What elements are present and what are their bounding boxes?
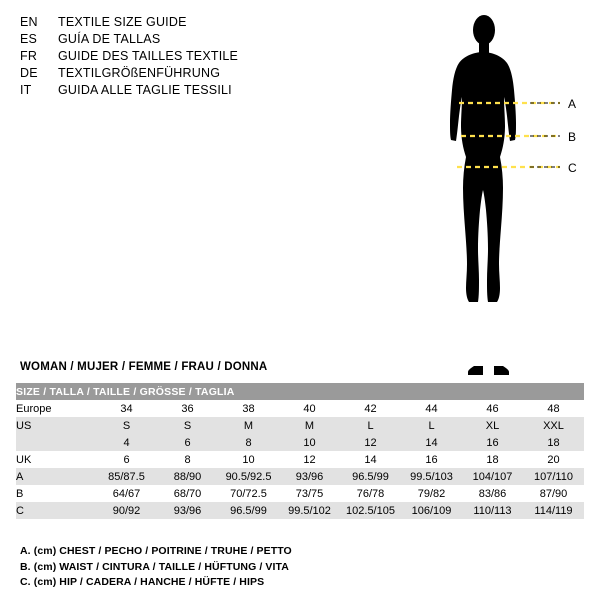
row-label: B <box>16 485 96 502</box>
cell: 46 <box>462 400 523 417</box>
cell: 99.5/102 <box>279 502 340 519</box>
size-table <box>16 383 584 519</box>
cell: S <box>96 417 157 434</box>
cell: 6 <box>157 434 218 451</box>
cell: M <box>279 417 340 434</box>
language-title: GUIDA ALLE TAGLIE TESSILI <box>58 83 232 97</box>
table-header-row <box>16 383 584 400</box>
row-label: UK <box>16 451 96 468</box>
marker-label-b: B <box>568 130 577 144</box>
cell: M <box>218 417 279 434</box>
cell: 14 <box>401 434 462 451</box>
cell: 93/96 <box>279 468 340 485</box>
table-row <box>16 417 584 434</box>
language-code: DE <box>20 66 38 80</box>
cell: 42 <box>340 400 401 417</box>
cell: 96.5/99 <box>218 502 279 519</box>
row-label <box>16 434 96 451</box>
cell: 99.5/103 <box>401 468 462 485</box>
cell: XL <box>462 417 523 434</box>
cell: 48 <box>523 400 584 417</box>
cell: 85/87.5 <box>96 468 157 485</box>
cell: 73/75 <box>279 485 340 502</box>
cell: 88/90 <box>157 468 218 485</box>
size-table-wrapper <box>16 383 584 519</box>
language-title: GUIDE DES TAILLES TEXTILE <box>58 49 239 63</box>
cell: 106/109 <box>401 502 462 519</box>
cell: 34 <box>96 400 157 417</box>
table-row <box>16 451 584 468</box>
language-list <box>20 14 340 99</box>
cell: 8 <box>218 434 279 451</box>
cell: 16 <box>401 451 462 468</box>
cell: 36 <box>157 400 218 417</box>
cell: 4 <box>96 434 157 451</box>
measurement-notes <box>20 544 580 591</box>
cell: 96.5/99 <box>340 468 401 485</box>
cell: 12 <box>340 434 401 451</box>
table-row <box>16 485 584 502</box>
cell: 6 <box>96 451 157 468</box>
table-header-label: SIZE / TALLA / TAILLE / GRÖSSE / TAGLIA <box>16 383 584 400</box>
cell: 114/119 <box>523 502 584 519</box>
table-row <box>16 434 584 451</box>
cell: 70/72.5 <box>218 485 279 502</box>
language-title: TEXTILE SIZE GUIDE <box>58 15 187 29</box>
section-title: WOMAN / MUJER / FEMME / FRAU / DONNA <box>20 361 268 373</box>
cell: 104/107 <box>462 468 523 485</box>
cell: L <box>340 417 401 434</box>
table-row <box>16 400 584 417</box>
cell: 90/92 <box>96 502 157 519</box>
language-code: ES <box>20 32 38 46</box>
language-row <box>20 31 340 48</box>
language-code: FR <box>20 49 38 63</box>
cell: 64/67 <box>96 485 157 502</box>
marker-label-c: C <box>568 161 577 175</box>
table-row <box>16 468 584 485</box>
cell: 14 <box>340 451 401 468</box>
cell: 76/78 <box>340 485 401 502</box>
female-silhouette-icon <box>450 15 516 375</box>
cell: 10 <box>218 451 279 468</box>
language-row <box>20 82 340 99</box>
cell: 102.5/105 <box>340 502 401 519</box>
note-waist: B. (cm) WAIST / CINTURA / TAILLE / HÜFTUNG / VITA <box>20 560 289 573</box>
cell: 93/96 <box>157 502 218 519</box>
language-code: EN <box>20 15 38 29</box>
cell: 83/86 <box>462 485 523 502</box>
cell: 87/90 <box>523 485 584 502</box>
row-label: Europe <box>16 400 96 417</box>
cell: L <box>401 417 462 434</box>
language-code: IT <box>20 83 32 97</box>
cell: 38 <box>218 400 279 417</box>
female-body-figure <box>430 8 590 378</box>
cell: 18 <box>523 434 584 451</box>
cell: 110/113 <box>462 502 523 519</box>
language-row <box>20 14 340 31</box>
cell: 44 <box>401 400 462 417</box>
marker-label-a: A <box>568 97 577 111</box>
cell: 18 <box>462 451 523 468</box>
cell: 8 <box>157 451 218 468</box>
cell: S <box>157 417 218 434</box>
language-row <box>20 48 340 65</box>
cell: 16 <box>462 434 523 451</box>
cell: 12 <box>279 451 340 468</box>
cell: 90.5/92.5 <box>218 468 279 485</box>
cell: 68/70 <box>157 485 218 502</box>
cell: 107/110 <box>523 468 584 485</box>
note-hip: C. (cm) HIP / CADERA / HANCHE / HÜFTE / HIPS <box>20 576 265 588</box>
cell: 10 <box>279 434 340 451</box>
cell: 20 <box>523 451 584 468</box>
cell: 79/82 <box>401 485 462 502</box>
row-label: A <box>16 468 96 485</box>
language-title: GUÍA DE TALLAS <box>58 32 161 46</box>
language-row <box>20 65 340 82</box>
table-row <box>16 502 584 519</box>
row-label: C <box>16 502 96 519</box>
cell: 40 <box>279 400 340 417</box>
row-label: US <box>16 417 96 434</box>
note-chest: A. (cm) CHEST / PECHO / POITRINE / TRUHE / PETTO <box>20 545 292 557</box>
language-title: TEXTILGRÖßENFÜHRUNG <box>58 66 221 80</box>
cell: XXL <box>523 417 584 434</box>
